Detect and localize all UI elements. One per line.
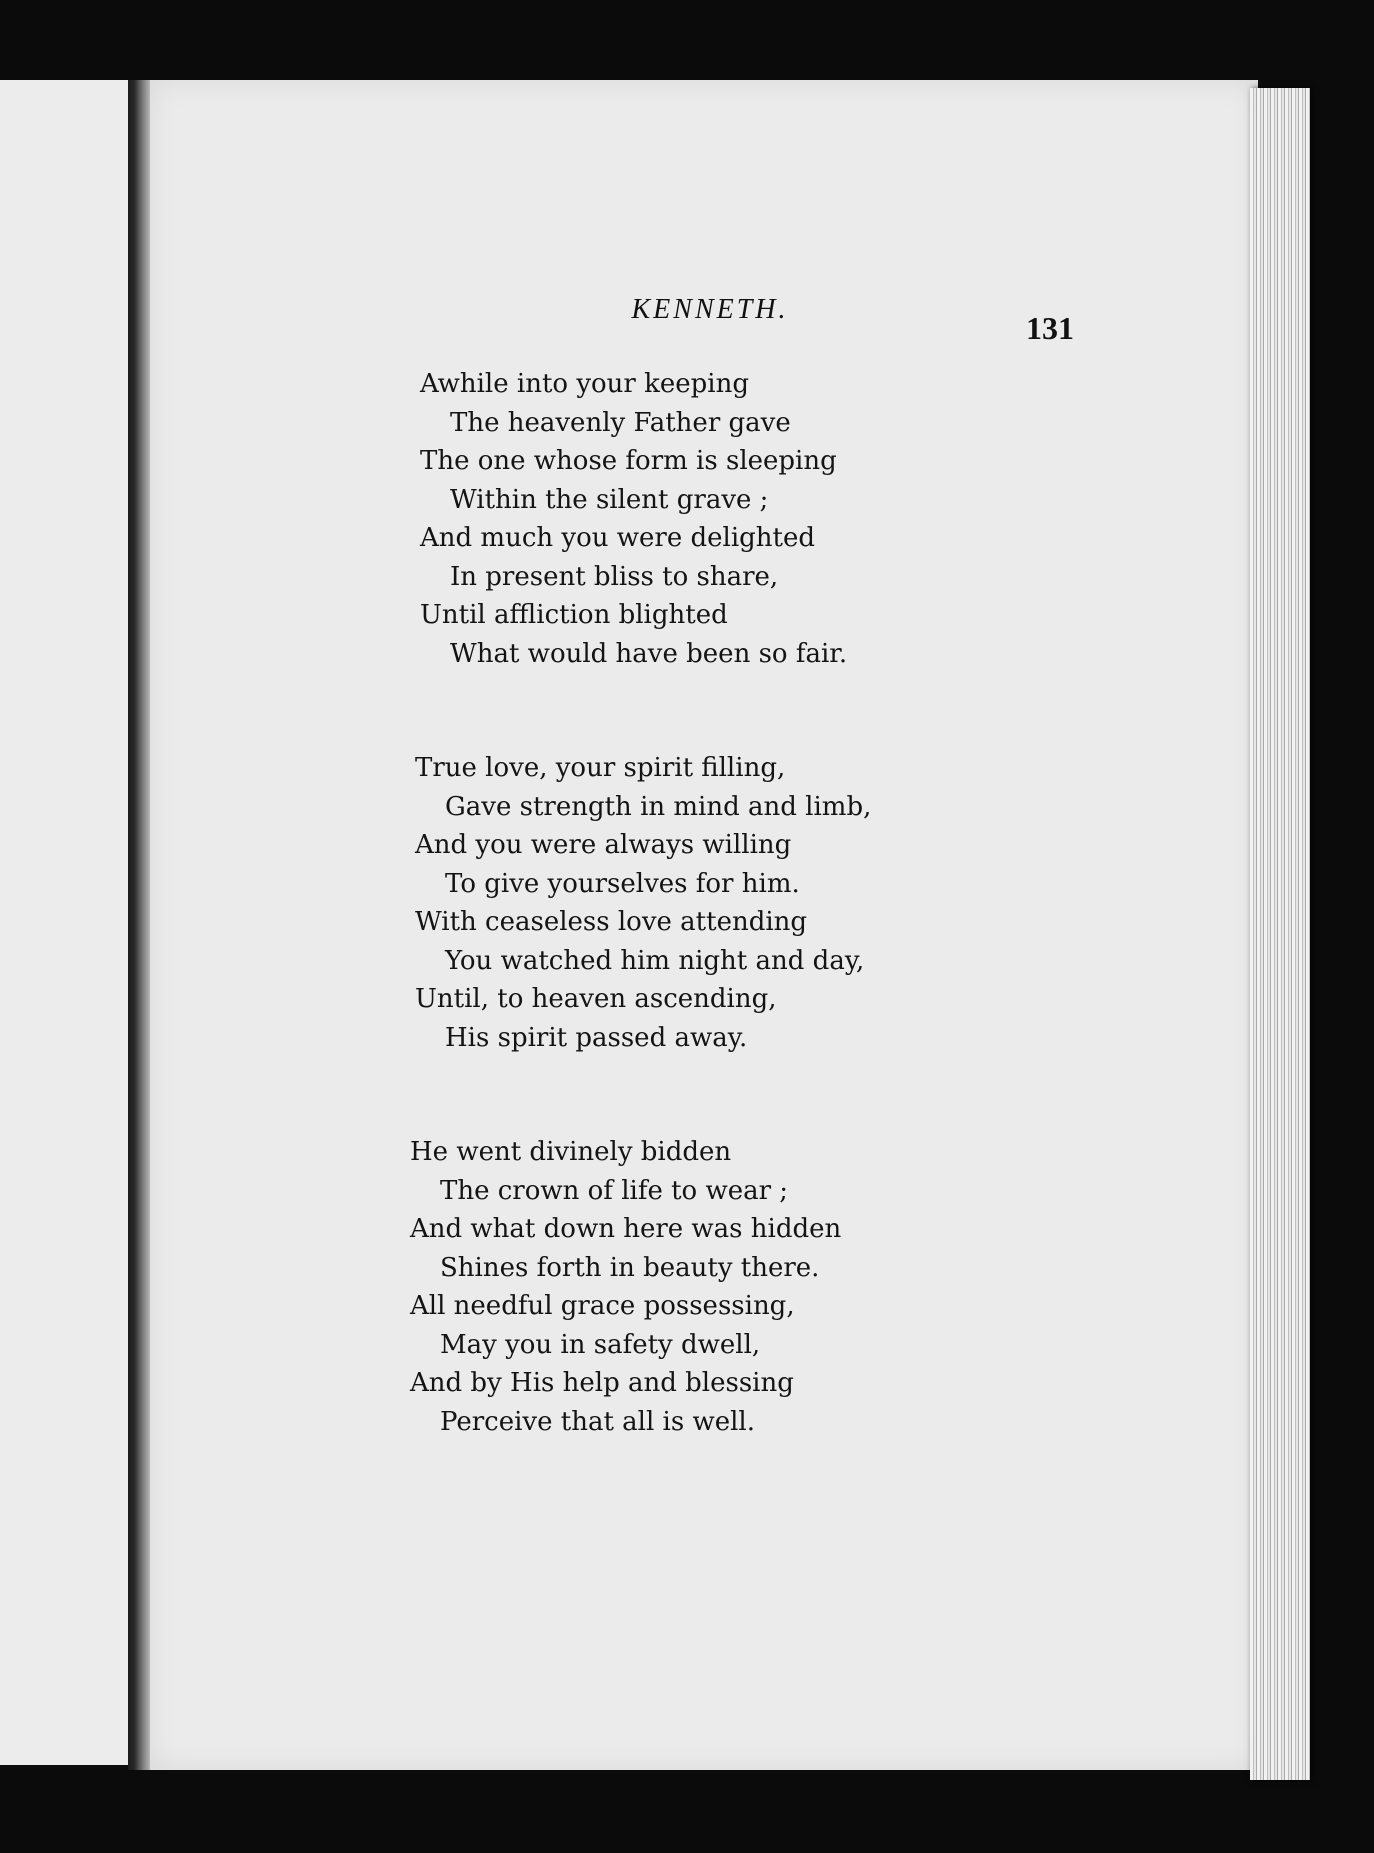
page-edges (1250, 88, 1310, 1780)
poem-line: His spirit passed away. (445, 1022, 748, 1053)
facing-page (0, 80, 132, 1765)
poem-line: The crown of life to wear ; (440, 1175, 789, 1206)
poem-line: Until affliction blighted (420, 600, 728, 630)
stanza (415, 749, 1200, 1057)
poem-line: Perceive that all is well. (440, 1406, 756, 1437)
stanza (410, 1133, 1200, 1441)
poem-line: All needful grace possessing, (410, 1291, 795, 1321)
poem-line: To give yourselves for him. (445, 868, 800, 899)
poem-line: Shines forth in beauty there. (440, 1252, 820, 1283)
poem-line: What would have been so fair. (450, 638, 848, 669)
poem-line: And by His help and blessing (410, 1368, 794, 1398)
poem-line: You watched him night and day, (445, 945, 865, 976)
stanza (420, 365, 1200, 673)
poem-line: True love, your spirit filling, (415, 753, 786, 783)
poem-line: And much you were delighted (420, 523, 816, 553)
running-head: KENNETH. (631, 294, 789, 325)
poem-line: And what down here was hidden (410, 1214, 842, 1244)
poem-line: Until, to heaven ascending, (415, 984, 777, 1014)
poem-line: Within the silent grave ; (450, 484, 769, 515)
poem-line: Gave strength in mind and limb, (445, 791, 872, 822)
poem-line: The heavenly Father gave (450, 407, 791, 438)
page-number: 131 (1026, 310, 1074, 346)
poem-line: And you were always willing (415, 830, 792, 860)
poem-line: In present bliss to share, (450, 561, 779, 592)
poem-line: The one whose form is sleeping (420, 446, 837, 476)
poem-line: He went divinely bidden (410, 1137, 732, 1167)
poem-line: Awhile into your keeping (420, 369, 749, 399)
poem-line: May you in safety dwell, (440, 1329, 761, 1360)
poem (410, 365, 1200, 1441)
poem-line: With ceaseless love attending (415, 907, 808, 937)
